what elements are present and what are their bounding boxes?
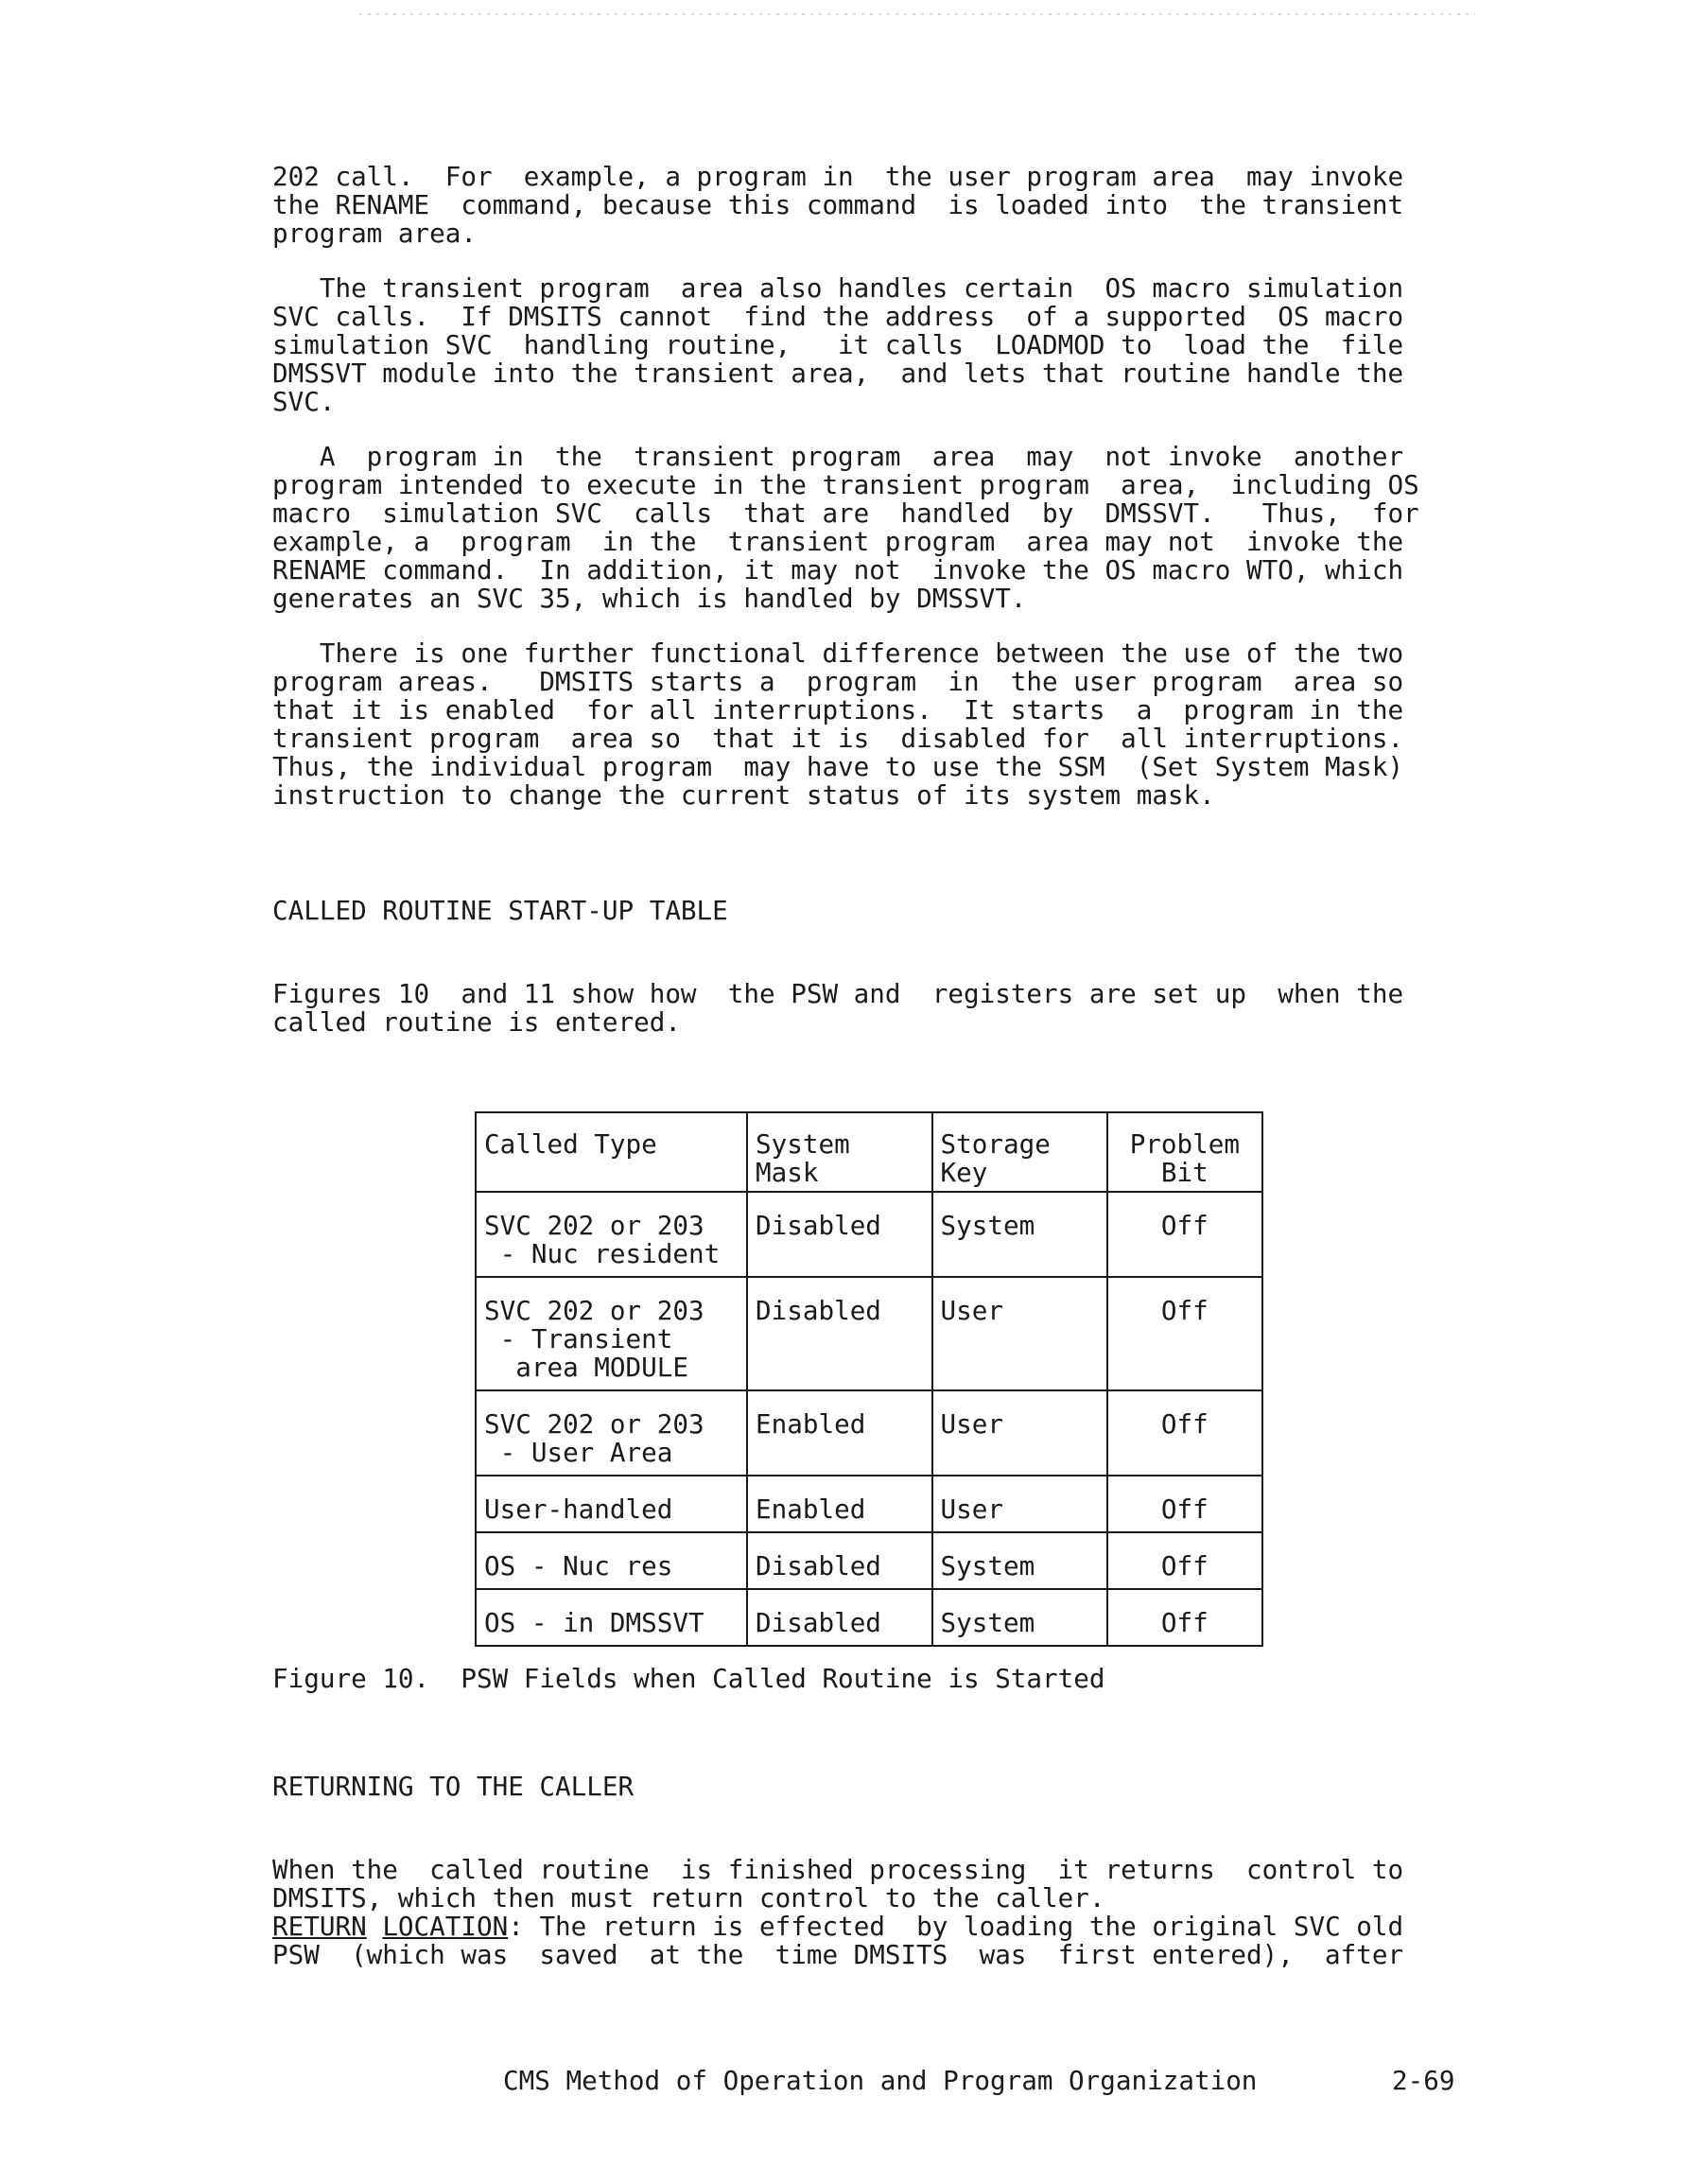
table-row xyxy=(477,1476,1261,1532)
cell-called-type: User-handled xyxy=(477,1476,747,1532)
return-location-text: : The return is effected by loading the original SVC old xyxy=(508,1911,1404,1942)
footer-title: CMS Method of Operation and Program Organization xyxy=(503,2065,1258,2096)
cell-system-mask: Disabled xyxy=(747,1277,932,1390)
paragraph-svc-simulation xyxy=(272,274,1473,416)
text-line: that it is enabled for all interruptions. It starts a program in the xyxy=(272,694,1404,725)
cell-storage-key: User xyxy=(932,1476,1107,1532)
cell-problem-bit: Off xyxy=(1107,1589,1261,1645)
text-line: instruction to change the current status of its system mask. xyxy=(272,779,1215,811)
run-in-heading-return: RETURN xyxy=(272,1911,367,1942)
text-line: macro simulation SVC calls that are handled by DMSSVT. Thus, for xyxy=(272,498,1419,529)
table-row xyxy=(477,1532,1261,1589)
text-line: DMSSVT module into the transient area, and lets that routine handle the xyxy=(272,358,1404,389)
cell-problem-bit: Off xyxy=(1107,1532,1261,1589)
cell-system-mask: Enabled xyxy=(747,1390,932,1476)
text-line: SVC. xyxy=(272,386,336,417)
cell-storage-key: System xyxy=(932,1589,1107,1645)
cell-system-mask: Disabled xyxy=(747,1532,932,1589)
text-line: The transient program area also handles certain OS macro simulation xyxy=(272,272,1404,304)
text-line: There is one further functional difference between the use of the two xyxy=(272,638,1404,669)
cell-system-mask: Disabled xyxy=(747,1192,932,1277)
figure-caption: Figure 10. PSW Fields when Called Routine is Started xyxy=(272,1663,1105,1694)
scan-artifact xyxy=(359,13,1475,15)
cell-called-type: OS - in DMSSVT xyxy=(477,1589,747,1645)
header-system-mask: System Mask xyxy=(747,1113,932,1192)
text-line: simulation SVC handling routine, it calls LOADMOD to load the file xyxy=(272,329,1404,360)
table-row xyxy=(477,1192,1261,1277)
text-line: Figures 10 and 11 show how the PSW and registers are set up when the xyxy=(272,978,1404,1009)
cell-called-type: OS - Nuc res xyxy=(477,1532,747,1589)
text-line: program area. xyxy=(272,218,477,249)
header-called-type: Called Type xyxy=(477,1113,747,1192)
cell-storage-key: User xyxy=(932,1390,1107,1476)
paragraph-figures-intro xyxy=(272,980,1473,1037)
cell-system-mask: Disabled xyxy=(747,1589,932,1645)
text-line: SVC calls. If DMSITS cannot find the address of a supported OS macro xyxy=(272,301,1404,332)
cell-called-type: SVC 202 or 203 - Transient area MODULE xyxy=(477,1277,747,1390)
header-storage-key: Storage Key xyxy=(932,1113,1107,1192)
psw-fields-table xyxy=(475,1111,1263,1647)
paragraph-functional-difference xyxy=(272,639,1473,810)
text-line: the RENAME command, because this command is loaded into the transient xyxy=(272,189,1404,220)
text-line: PSW (which was saved at the time DMSITS was first entered), after xyxy=(272,1939,1404,1970)
text-line: 202 call. For example, a program in the user program area may invoke xyxy=(272,161,1404,192)
table-row xyxy=(477,1390,1261,1476)
cell-problem-bit: Off xyxy=(1107,1390,1261,1476)
text-line: example, a program in the transient program area may not invoke the xyxy=(272,526,1404,557)
paragraph-restrictions xyxy=(272,443,1473,613)
cell-storage-key: System xyxy=(932,1192,1107,1277)
cell-problem-bit: Off xyxy=(1107,1192,1261,1277)
header-problem-bit: Problem Bit xyxy=(1129,1128,1240,1188)
table-row xyxy=(477,1589,1261,1645)
text-line: When the called routine is finished processing it returns control to xyxy=(272,1854,1404,1885)
cell-storage-key: User xyxy=(932,1277,1107,1390)
text-line: DMSITS, which then must return control to the caller. xyxy=(272,1882,1105,1913)
text-line: RENAME command. In addition, it may not invoke the OS macro WTO, which xyxy=(272,554,1404,585)
paragraph-transient-intro xyxy=(272,163,1473,248)
paragraph-returning xyxy=(272,1856,1473,1913)
text-line: called routine is entered. xyxy=(272,1006,681,1038)
paragraph-return-location xyxy=(272,1913,1473,1969)
cell-storage-key: System xyxy=(932,1532,1107,1589)
run-in-heading-location: LOCATION xyxy=(382,1911,509,1942)
section-heading-returning: RETURNING TO THE CALLER xyxy=(272,1771,635,1802)
section-heading-startup-table: CALLED ROUTINE START-UP TABLE xyxy=(272,895,728,926)
text-line: program areas. DMSITS starts a program in the user program area so xyxy=(272,666,1404,697)
cell-system-mask: Enabled xyxy=(747,1476,932,1532)
page-number: 2-69 xyxy=(1392,2065,1455,2096)
cell-problem-bit: Off xyxy=(1107,1277,1261,1390)
table-header-row xyxy=(477,1113,1261,1192)
text-line: generates an SVC 35, which is handled by DMSSVT. xyxy=(272,583,1027,614)
cell-problem-bit: Off xyxy=(1107,1476,1261,1532)
text-line xyxy=(272,1913,1473,1941)
table-row xyxy=(477,1277,1261,1390)
text-line: program intended to execute in the transient program area, including OS xyxy=(272,469,1419,500)
text-line: A program in the transient program area may not invoke another xyxy=(272,441,1404,472)
text-line: Thus, the individual program may have to use the SSM (Set System Mask) xyxy=(272,751,1404,782)
cell-called-type: SVC 202 or 203 - User Area xyxy=(477,1390,747,1476)
text-line: transient program area so that it is disabled for all interruptions. xyxy=(272,723,1404,754)
cell-called-type: SVC 202 or 203 - Nuc resident xyxy=(477,1192,747,1277)
